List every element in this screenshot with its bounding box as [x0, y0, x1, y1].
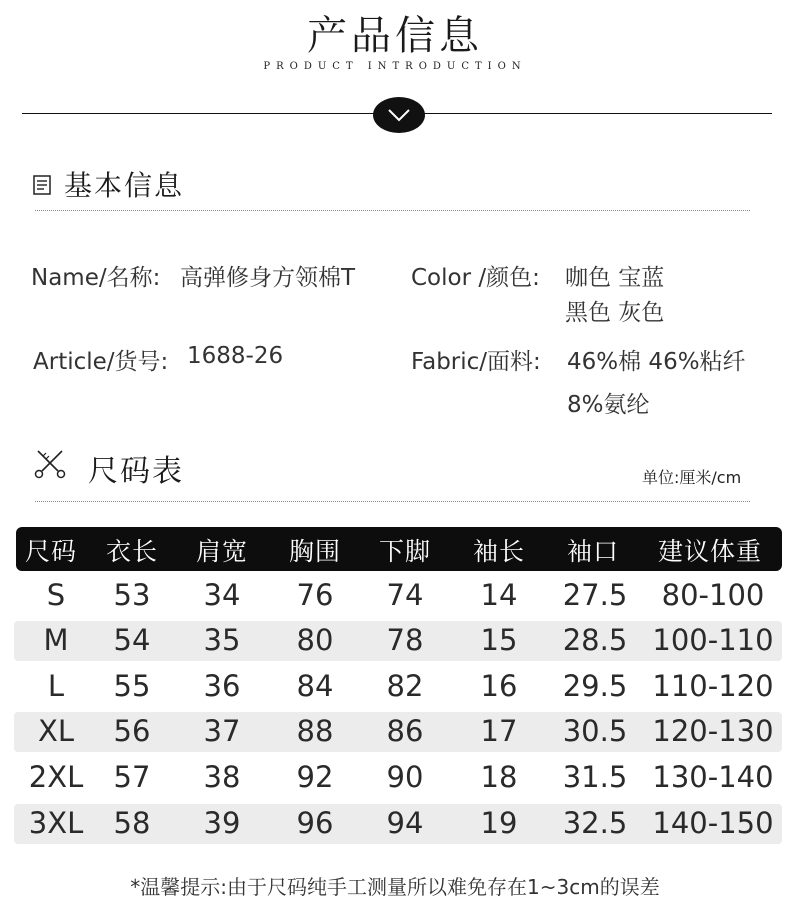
table-cell: 84	[296, 669, 334, 703]
size-table-header	[16, 527, 782, 571]
table-cell: 80	[296, 623, 334, 657]
table-cell: 78	[386, 623, 424, 657]
table-cell: 74	[386, 578, 424, 612]
table-cell: 39	[203, 806, 241, 840]
measurement-note: *温馨提示:由于尺码纯手工测量所以难免存在1~3cm的误差	[130, 875, 660, 899]
table-cell: 120-130	[652, 714, 774, 748]
table-cell: 57	[113, 760, 151, 794]
size-cell: 3XL	[28, 806, 84, 840]
table-cell: 30.5	[562, 714, 628, 748]
col-header: 肩宽	[195, 537, 248, 566]
col-header: 下脚	[378, 537, 431, 566]
color-label: Color /颜色:	[411, 265, 540, 291]
table-cell: 56	[113, 714, 151, 748]
table-row	[14, 667, 782, 707]
name-value: 高弹修身方领棉T	[180, 265, 356, 291]
size-cell: S	[46, 578, 66, 612]
size-cell: M	[43, 623, 69, 657]
tailor-scissors-icon	[34, 447, 66, 483]
table-cell: 37	[203, 714, 241, 748]
table-cell: 18	[480, 760, 518, 794]
document-list-icon	[33, 175, 51, 199]
col-header: 衣长	[105, 537, 158, 566]
color-value-line1: 咖色 宝蓝	[565, 265, 665, 291]
table-row	[14, 576, 782, 616]
table-cell: 58	[113, 806, 151, 840]
table-cell: 53	[113, 578, 151, 612]
col-header: 胸围	[288, 537, 341, 566]
basic-info-heading: 基本信息	[64, 169, 185, 202]
table-cell: 90	[386, 760, 424, 794]
page-subtitle: PRODUCT INTRODUCTION	[263, 61, 527, 72]
table-cell: 36	[203, 669, 241, 703]
table-cell: 19	[480, 806, 518, 840]
color-value-line2: 黑色 灰色	[565, 300, 665, 326]
fabric-value-line1: 46%棉 46%粘纤	[567, 349, 746, 375]
col-header: 尺码	[24, 537, 77, 566]
table-cell: 27.5	[562, 578, 628, 612]
table-cell: 86	[386, 714, 424, 748]
col-header: 建议体重	[657, 537, 762, 566]
size-cell: 2XL	[28, 760, 84, 794]
size-cell: XL	[37, 714, 75, 748]
table-cell: 80-100	[661, 578, 765, 612]
col-header: 袖口	[566, 537, 619, 566]
table-cell: 34	[203, 578, 241, 612]
fabric-label: Fabric/面料:	[411, 349, 541, 375]
table-cell: 55	[113, 669, 151, 703]
table-cell: 31.5	[562, 760, 628, 794]
table-cell: 54	[113, 623, 151, 657]
table-cell: 140-150	[652, 806, 774, 840]
table-cell: 32.5	[562, 806, 628, 840]
page-title: 产品信息	[307, 13, 483, 59]
table-cell: 76	[296, 578, 334, 612]
table-cell: 14	[480, 578, 518, 612]
table-cell: 100-110	[652, 623, 774, 657]
size-cell: L	[47, 669, 65, 703]
table-cell: 17	[480, 714, 518, 748]
table-cell: 94	[386, 806, 424, 840]
table-row	[14, 621, 782, 661]
table-cell: 96	[296, 806, 334, 840]
section-divider	[35, 210, 750, 211]
table-row	[14, 758, 782, 798]
chevron-down-icon	[387, 107, 411, 123]
article-label: Article/货号:	[33, 349, 169, 375]
unit-label: 单位:厘米/cm	[642, 468, 742, 487]
table-cell: 88	[296, 714, 334, 748]
name-label: Name/名称:	[31, 265, 161, 291]
table-cell: 130-140	[652, 760, 774, 794]
article-value: 1688-26	[187, 343, 284, 369]
size-chart-heading: 尺码表	[88, 454, 184, 489]
table-cell: 28.5	[562, 623, 628, 657]
chevron-badge	[373, 97, 425, 133]
table-cell: 82	[386, 669, 424, 703]
col-header: 袖长	[472, 537, 525, 566]
table-cell: 15	[480, 623, 518, 657]
table-cell: 16	[480, 669, 518, 703]
table-cell: 29.5	[562, 669, 628, 703]
table-cell: 92	[296, 760, 334, 794]
table-cell: 110-120	[652, 669, 774, 703]
table-row	[14, 804, 782, 844]
fabric-value-line2: 8%氨纶	[567, 392, 650, 418]
table-cell: 35	[203, 623, 241, 657]
table-cell: 38	[203, 760, 241, 794]
section-divider	[35, 501, 750, 502]
table-row	[14, 712, 782, 752]
